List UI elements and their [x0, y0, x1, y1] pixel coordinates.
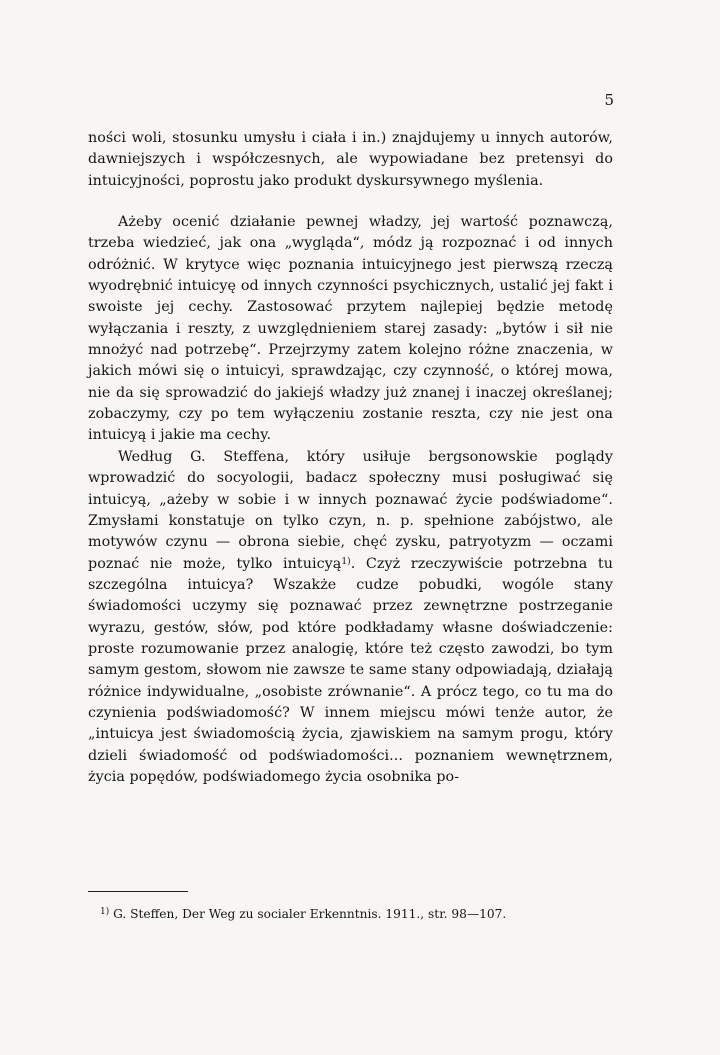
footnote-text: G. Steffen, Der Weg zu socialer Erkenntnis. 1911., str. 98—107. — [113, 907, 507, 921]
footnote-separator — [88, 891, 188, 892]
footnote-reference: 1) — [341, 556, 351, 567]
paragraph-steffen — [88, 447, 613, 789]
footnote-marker: 1) — [100, 907, 110, 917]
main-text — [88, 128, 613, 788]
footnote — [100, 906, 613, 923]
paragraph-intuition-method: Ażeby ocenić działanie pewnej władzy, jej wartość poznawczą, trzeba wiedzieć, jak ona „wygląda“, módz ją rozpoznać i od innych odróżnić. W krytyce więc poznania intuicyjnego jest pierwszą rzeczą wyodrębnić intuicyę od innych czynności psychicznych, ustalić jej fakt i swoiste jej cechy. Zastosować przytem najlepiej będzie metodę wyłączania i reszty, z uwzględnieniem starej zasady: „bytów i sił nie mnożyć nad potrzebę“. Przejrzymy zatem kolejno różne znaczenia, w jakich mówi się o intuicyi, sprawdzając, czy czynność, o której mowa, nie da się sprowadzić do jakiejś władzy już znanej i inaczej określanej; zobaczymy, czy po tem wyłączeniu zostanie reszta, czy nie jest ona intuicyą i jakie ma cechy. — [88, 214, 613, 444]
paragraph-steffen-text-1: Według G. Steffena, który usiłuje bergsonowskie poglądy wprowadzić do socyologii, badacz społeczny musi posługiwać się intuicyą, „ażeby w sobie i w innych poznawać życie podświadome“. Zmysłami konstatuje on tylko czyn, n. p. spełnione zabójstwo, ale motywów czynu — obrona siebie, chęć zysku, patryotyzm — oczami poznać nie może, tylko intuicyą — [88, 448, 613, 572]
paragraph-continuation: ności woli, stosunku umysłu i ciała i in.) znajdujemy u innych autorów, dawniejszych i współczesnych, ale wypowiadane bez pretensyi do intuicyjności, poprostu jako produkt dyskursywnego myślenia. — [88, 130, 613, 189]
page-number: 5 — [604, 91, 614, 109]
paragraph-steffen-text-2: . Czyż rzeczywiście potrzebna tu szczególna intuicya? Wszakże cudze pobudki, wogóle stany świadomości uczymy się poznawać przez zewnętrzne postrzeganie wyrazu, gestów, słów, pod które podkładamy własne doświadczenie: proste rozumowanie przez analogię, które też często zawodzi, bo tym samym gestom, słowom nie zawsze te same stany odpowiadają, działają różnice indywidualne, „osobiste zrównanie“. A prócz tego, co tu ma do czynienia podświadomość? W innem miejscu mówi tenże autor, że „intuicya jest świadomością życia, zjawiskiem na samym progu, który dzieli świadomość od podświadomości... poznaniem wewnętrznem, życia popędów, podświadomego życia osobnika po- — [88, 555, 613, 785]
